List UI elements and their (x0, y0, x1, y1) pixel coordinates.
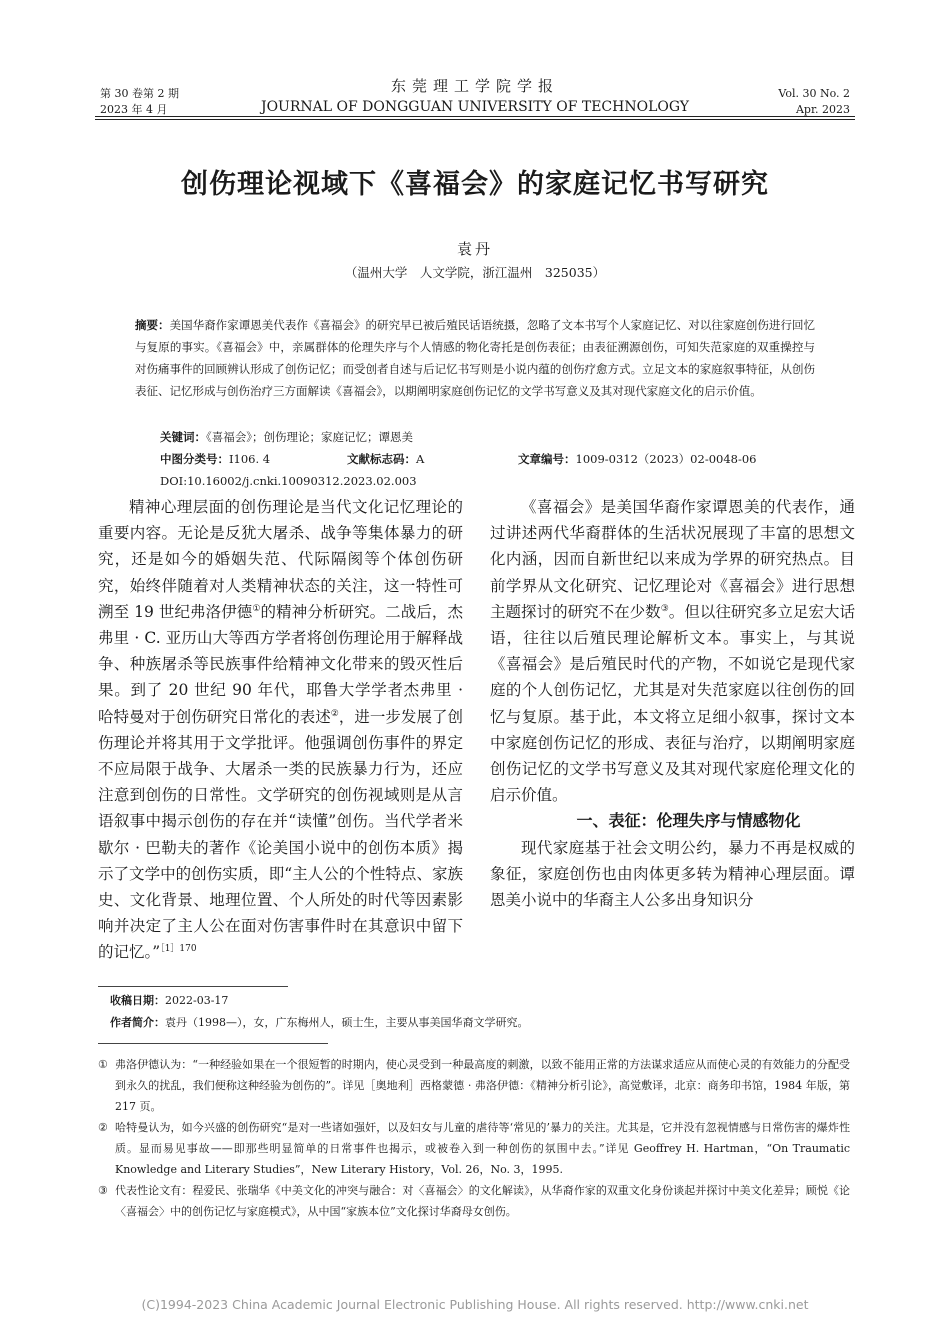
citation-ref: ［1］170 (160, 944, 197, 955)
article-number-value: 1009-0312（2023）02-0048-06 (575, 452, 757, 466)
author-affiliation: （温州大学 人文学院，浙江温州 325035） (344, 265, 606, 280)
abstract (135, 314, 815, 402)
text-run: ，进一步发展了创伤理论并将其用于文学批评。他强调创伤事件的界定不应局限于战争、大屠杀一类的民族暴力行为，还应注意到创伤的日常性。文学研究的创伤视域则是从言语叙事中揭示创伤的存在并“读懂”创伤。当代学者米歇尔 · 巴勒夫的著作《论美国小说中的创伤本质》揭示了文学中的创伤实质，即“主人公的个性特点、家族史、文化背景、地理位置、个人所处的时代等因素影响并决定了主人公在面对伤害事件时在其意识中留下的记忆。” (98, 707, 463, 962)
bio-label: 作者简介： (110, 1016, 165, 1029)
header-rule-thin (95, 119, 855, 120)
footnote (98, 1054, 850, 1117)
footnote (98, 1117, 850, 1180)
journal-name (250, 76, 700, 116)
body-paragraph (490, 494, 855, 808)
text-run: 精神心理层面的创伤理论是当代文化记忆理论的重要内容。无论是反犹大屠杀、战争等集体暴力的研究，还是如今的婚姻失范、代际隔阂等个体创伤研究，始终伴随着对人类精神状态的关注，这一特性可溯至 19 世纪弗洛伊德 (98, 498, 463, 621)
footnote-text: 弗洛伊德认为：“一种经验如果在一个很短暂的时期内，使心灵受到一种最高度的刺激，以致不能用正常的方法谋求适应从而使心灵的有效能力的分配受到永久的扰乱，我们便称这种经验为创伤的”。详见［奥地利］西格蒙德 · 弗洛伊德：《精神分析引论》，高觉敷译，北京：商务印书馆，1984 年版，第 217 页。 (115, 1058, 850, 1113)
received-value: 2022-03-17 (165, 994, 229, 1007)
body-column-right (490, 494, 855, 913)
abstract-label: 摘要： (135, 318, 170, 332)
footnote-ref: ③ (660, 603, 669, 614)
journal-name-cn: 东莞理工学院学报 (390, 77, 559, 95)
author-name: 袁丹 (456, 240, 493, 258)
footnote-mark: ③ (98, 1184, 108, 1197)
footnote-ref: ② (330, 708, 339, 719)
clc-label: 中图分类号： (160, 452, 229, 466)
header-volume-en: Vol. 30 No. 2 (778, 87, 850, 100)
text-run: 《喜福会》是美国华裔作家谭恩美的代表作，通过讲述两代华裔群体的生活状况展现了丰富的思想文化内涵，因而自新世纪以来成为学界的研究热点。目前学界从文化研究、记忆理论对《喜福会》进行思想主题探讨的研究不在少数 (490, 498, 855, 621)
received-label: 收稿日期： (110, 994, 165, 1007)
clc-number (160, 448, 270, 470)
section-heading: 一、表征：伦理失序与情感物化 (576, 811, 801, 831)
footnote-text: 代表性论文有：程爱民、张瑞华《中美文化的冲突与融合：对〈喜福会〉的文化解读》，从华裔作家的双重文化身份谈起并探讨中美文化差异；顾悦《论〈喜福会〉中的创伤记忆与家庭模式》，从中国“家族本位”文化探讨华裔母女创伤。 (115, 1184, 850, 1218)
text-run: 。但以往研究多立足宏大话语，往往以后殖民理论解析文本。事实上，与其说《喜福会》是后殖民时代的产物，不如说它是现代家庭的个人创伤记忆，尤其是对失范家庭以往创伤的回忆与复原。基于此，本文将立足细小叙事，探讨文本中家庭创伤记忆的形成、表征与治疗，以期阐明家庭创伤记忆的文学书写意义及其对现代家庭伦理文化的启示价值。 (490, 602, 855, 805)
header-rule (95, 116, 855, 117)
document-code-label: 文献标志码： (347, 452, 416, 466)
header-issue-cn (100, 86, 179, 118)
footnote (98, 1180, 850, 1222)
meta-rule (98, 986, 288, 987)
footnote-ref: ① (252, 603, 261, 614)
journal-name-en: JOURNAL OF DONGGUAN UNIVERSITY OF TECHNOLOGY (260, 99, 690, 115)
document-code (347, 448, 424, 470)
document-code-value: A (416, 452, 425, 466)
keywords (160, 426, 820, 448)
clc-value: I106. 4 (229, 452, 271, 466)
article-number (518, 448, 757, 470)
author-bio (110, 1012, 850, 1034)
header-date-cn: 2023 年 4 月 (100, 103, 168, 116)
abstract-text: 美国华裔作家谭恩美代表作《喜福会》的研究早已被后殖民话语统摄，忽略了文本书写个人家庭记忆、对以往家庭创伤进行回忆与复原的事实。《喜福会》中，亲属群体的伦理失序与个人情感的物化寄托是创伤表征；由表征溯源创伤，可知失范家庭的双重操控与对伤痛事件的回顾辨认形成了创伤记忆；而受创者自述与后记忆书写则是小说内蕴的创伤疗愈方式。立足文本的家庭叙事特征，从创伤表征、记忆形成与创伤治疗三方面解读《喜福会》，以期阐明家庭创伤记忆的文学书写意义及其对现代家庭文化的启示价值。 (135, 318, 815, 398)
paper-title: 创伤理论视域下《喜福会》的家庭记忆书写研究 (181, 169, 769, 200)
header-volume-cn: 第 30 卷第 2 期 (100, 87, 179, 100)
bio-value: 袁丹（1998—），女，广东梅州人，硕士生，主要从事美国华裔文学研究。 (165, 1016, 529, 1029)
keywords-text: 《喜福会》；创伤理论；家庭记忆；谭恩美 (206, 430, 413, 444)
keywords-label: 关键词： (160, 430, 206, 444)
footnote-rule (98, 1043, 328, 1044)
text-run: 的精神分析研究。二战后，杰弗里 · C. 亚历山大等西方学者将创伤理论用于解释战争、种族屠杀等民族事件给精神文化带来的毁灭性后果。到了 20 世纪 90 年代，耶鲁大学学者杰弗里 · 哈特曼对于创伤研究日常化的表述 (98, 602, 463, 726)
header-issue-en (778, 86, 850, 118)
article-number-label: 文章编号： (518, 452, 576, 466)
footnote-mark: ① (98, 1058, 108, 1071)
footnotes (98, 1054, 850, 1222)
article-meta (110, 990, 850, 1034)
body-paragraph: 现代家庭基于社会文明公约，暴力不再是权威的象征，家庭创伤也由肉体更多转为精神心理层面。谭恩美小说中的华裔主人公多出身知识分 (490, 838, 855, 910)
received-date (110, 990, 850, 1012)
footnote-text: 哈特曼认为，如今兴盛的创伤研究“是对一些诸如强奸，以及妇女与儿童的虐待等‘常见的’暴力的关注。尤其是，它并没有忽视情感与日常伤害的爆炸性质。显而易见事故——即那些明显简单的日常事件也揭示，或被卷入到一种创伤的氛围中去。”详见 Geoffrey H. Hartman，“On Traumatic Knowledge and Literary Studies”，New Literary History，Vol. 26，No. 3，1995. (115, 1121, 850, 1176)
copyright-notice: (C)1994-2023 China Academic Journal Electronic Publishing House. All rights reserved. http://www.cnki.net (141, 1297, 809, 1312)
body-paragraph (98, 494, 463, 966)
footnote-mark: ② (98, 1121, 108, 1134)
doi: DOI:10.16002/j.cnki.10090312.2023.02.003 (160, 474, 417, 488)
header-date-en: Apr. 2023 (795, 103, 850, 116)
body-column-left (98, 494, 463, 966)
